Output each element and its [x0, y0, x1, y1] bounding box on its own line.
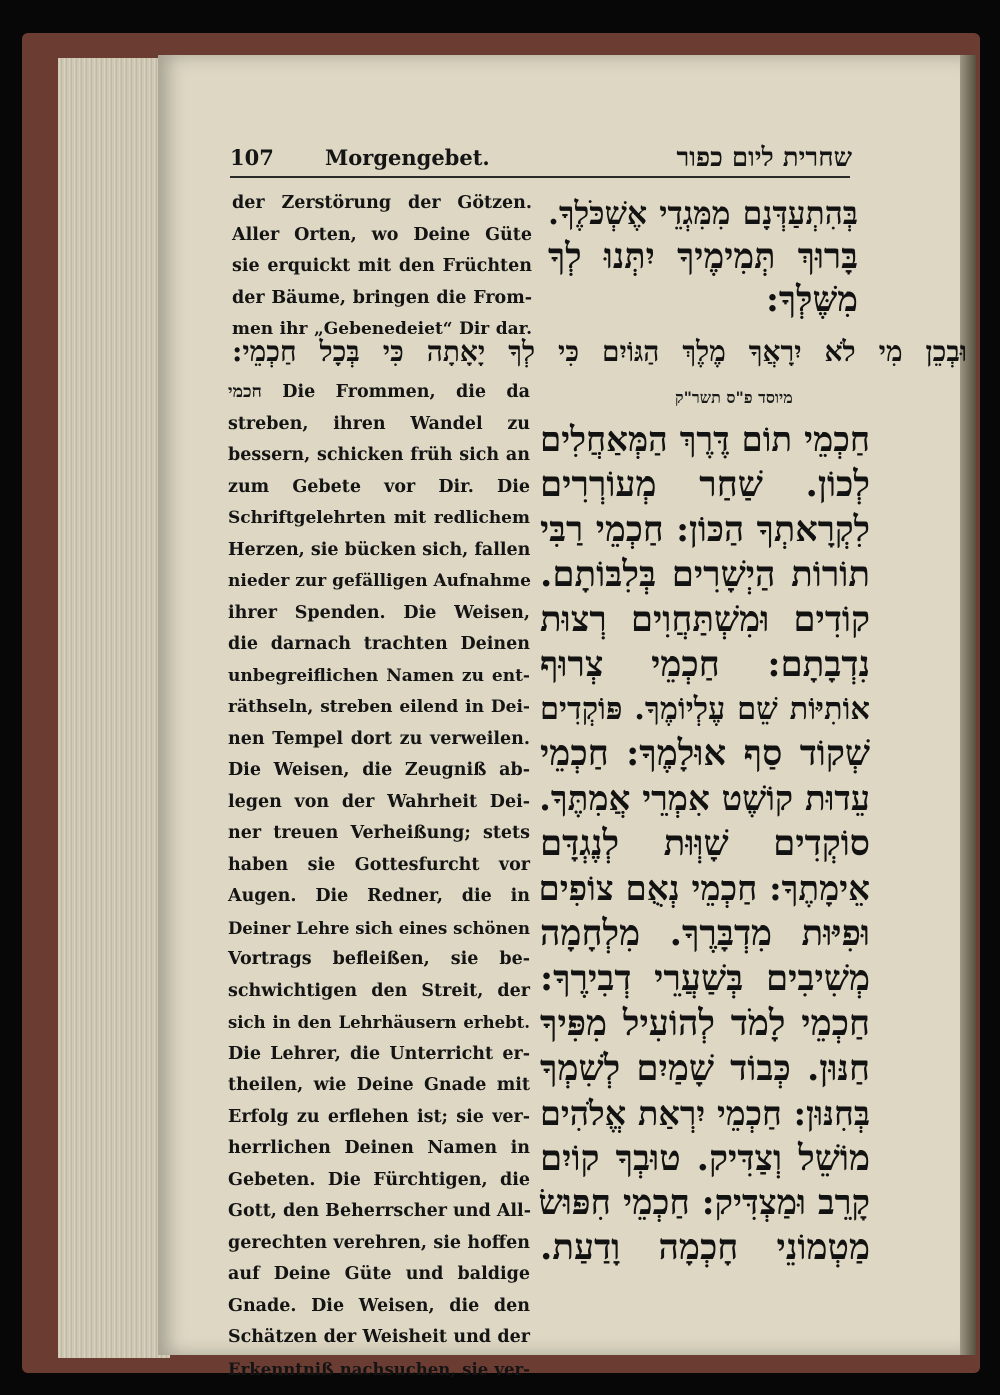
hebrew-attribution: מיוסד פ"ס תשר"ק: [675, 388, 793, 407]
page-gutter: [960, 55, 976, 1355]
hebrew-text-main: [540, 418, 870, 1271]
german-line: Gott, den Beherrscher und All-: [228, 1201, 531, 1221]
hebrew-line: שְׁקוֹד סַף אוּלָמֶךָ: חַכְמֵי: [540, 733, 870, 775]
german-line: streben, ihren Wandel zu: [228, 413, 530, 434]
german-line: Aller Orten, wo Deine Güte: [232, 224, 532, 245]
german-line: Erfolg zu erflehen ist; sie ver-: [228, 1106, 530, 1127]
german-line: Gnade. Die Weisen, die den: [228, 1295, 530, 1316]
german-line: haben sie Gottesfurcht vor: [228, 854, 530, 875]
german-line: sich in den Lehrhäusern erhebt.: [228, 1013, 530, 1032]
german-line: unbegreiflichen Namen zu ent-: [228, 665, 530, 686]
hebrew-line: חַכְמֵי לָמֹד לְהוֹעִיל מִפִּיךָ: [540, 1002, 870, 1044]
german-line: die darnach trachten Deinen: [228, 634, 530, 654]
german-line: der Bäume, bringen die From-: [232, 287, 532, 308]
german-line: auf Deine Güte und baldige: [228, 1264, 530, 1284]
hebrew-line: בְּחִנּוּן: חַכְמֵי יִרְאַת אֱלֹהִים: [540, 1093, 870, 1133]
hebrew-line: מִשֶּׁלְּךָ:: [765, 279, 858, 320]
german-line: nen Tempel dort zu verweilen.: [228, 728, 530, 749]
page-edges: [58, 58, 170, 1358]
german-line: Erkenntniß nachsuchen, sie ver-: [228, 1359, 530, 1379]
german-line: Die Lehrer, die Unterricht er-: [228, 1043, 530, 1064]
german-line: nieder zur gefälligen Aufnahme: [228, 571, 531, 591]
german-line: zum Gebete vor Dir. Die: [228, 476, 530, 497]
running-head-hebrew: שחרית ליום כפור: [676, 143, 852, 173]
hebrew-line: חַכְמֵי תוֹם דֶּרֶךְ הַמְּאַחֲלִים: [540, 420, 870, 460]
header-rule: [230, 176, 850, 178]
hebrew-full-width-line: וּבְכֵן מִי לֹא יִרָאֲךָ מֶלֶךְ הַגּוֹיִם כִּי לְךָ יָאָתָה כִּי בְּכָל חַכְמֵי:: [232, 335, 967, 368]
german-line: schwichtigen den Streit, der: [228, 980, 530, 1001]
german-line: räthseln, streben eilend in Dei-: [228, 697, 530, 717]
hebrew-line: תוֹרוֹת הַיְשָׁרִים בְּלִבּוֹתָם.: [540, 553, 870, 595]
german-line: Herzen, sie bücken sich, fallen: [228, 539, 531, 560]
hebrew-line: מְשִׁיבִים בְּשַׁעֲרֵי דְבִירֶךָ:: [540, 957, 870, 999]
hebrew-line: לְכוֹן. שַׁחַר מְעוֹרְרִים: [540, 463, 870, 505]
german-line: Schätzen der Weisheit und der: [228, 1327, 530, 1347]
hebrew-line: אוֹתִיּוֹת שֵׁם עֶלְיוֹמֶךָ. פּוֹקְדִים: [540, 691, 870, 728]
hebrew-line: בָּרוּךְ תְּמִימֶיךָ יִתְּנוּ לְךָ: [548, 236, 858, 277]
german-line: legen von der Wahrheit Dei-: [228, 791, 530, 812]
hebrew-line: חַנּוּן. כְּבוֹד שָׁמַיִם לְשִׁמְךָ: [540, 1047, 870, 1089]
hebrew-line: נִדְבָתָם: חַכְמֵי צְרוּף: [540, 643, 870, 685]
german-line: Schriftgelehrten mit redlichem: [228, 508, 530, 528]
hebrew-line: וּפִיּוּת מִדְבָּרֶךָ. מִלְחָמָה: [540, 912, 870, 954]
page-number: 107: [230, 145, 274, 170]
hebrew-line: סוֹקְדִים שָׁוְּוּת לְנֶגְדָּם: [540, 823, 870, 865]
german-line: sie erquickt mit den Früchten: [232, 256, 532, 276]
german-line: bessern, schicken früh sich an: [228, 445, 530, 465]
german-line: Die Weisen, die Zeugniß ab-: [228, 760, 530, 780]
german-line: men ihr „Gebenedeiet“ Dir dar.: [232, 319, 532, 339]
german-line: Augen. Die Redner, die in: [228, 886, 530, 906]
hebrew-line: אֵימָתֶךָ: חַכְמֵי נְאֻם צוֹפִים: [538, 869, 870, 910]
german-line: gerechten verehren, sie hoffen: [228, 1232, 530, 1253]
hebrew-line: עֵדוּת קוֹשֶׁט אִמְרֵי אֲמִתֶּךָ.: [539, 779, 870, 820]
german-translation-top: [232, 188, 532, 346]
hebrew-line: מוֹשֵׁל וְצַדִּיק. טוּבְךָ קוֹיִם: [540, 1137, 870, 1179]
hebrew-line: בְּהִתְעַדְּנָם מִמִּגְדֵי אֶשְׁכֹּלֶךָ.: [548, 195, 858, 232]
german-line: Vortrags befleißen, sie be-: [228, 949, 530, 969]
german-line: ner treuen Verheißung; stets: [228, 823, 530, 843]
german-line: herrlichen Deinen Namen in: [228, 1138, 530, 1158]
hebrew-line: קָרֵב וּמַצְדִּיק: חַכְמֵי חִפּוּשׂ: [538, 1183, 870, 1224]
hebrew-line: לִקְרָאתְךָ הַכּוֹן: חַכְמֵי רַבִּי: [540, 508, 870, 550]
running-head-german: Morgengebet.: [325, 145, 490, 170]
german-line: ihrer Spenden. Die Weisen,: [228, 602, 530, 623]
hebrew-line: קוֹדִים וּמִשְׁתַּחֲוִים רְצוּת: [540, 598, 870, 640]
german-line: חכמי Die Frommen, die da: [228, 382, 530, 402]
hebrew-line: מַטְמוֹנֵי חָכְמָה וָדַעַת.: [540, 1227, 870, 1269]
german-line: Deiner Lehre sich eines schönen: [228, 918, 530, 938]
german-line: der Zerstörung der Götzen.: [232, 193, 532, 213]
german-line: theilen, wie Deine Gnade mit: [228, 1075, 530, 1095]
hebrew-text-top: [548, 192, 858, 321]
german-line: Gebeten. Die Fürchtigen, die: [228, 1169, 530, 1190]
german-translation-main: [228, 377, 530, 1385]
